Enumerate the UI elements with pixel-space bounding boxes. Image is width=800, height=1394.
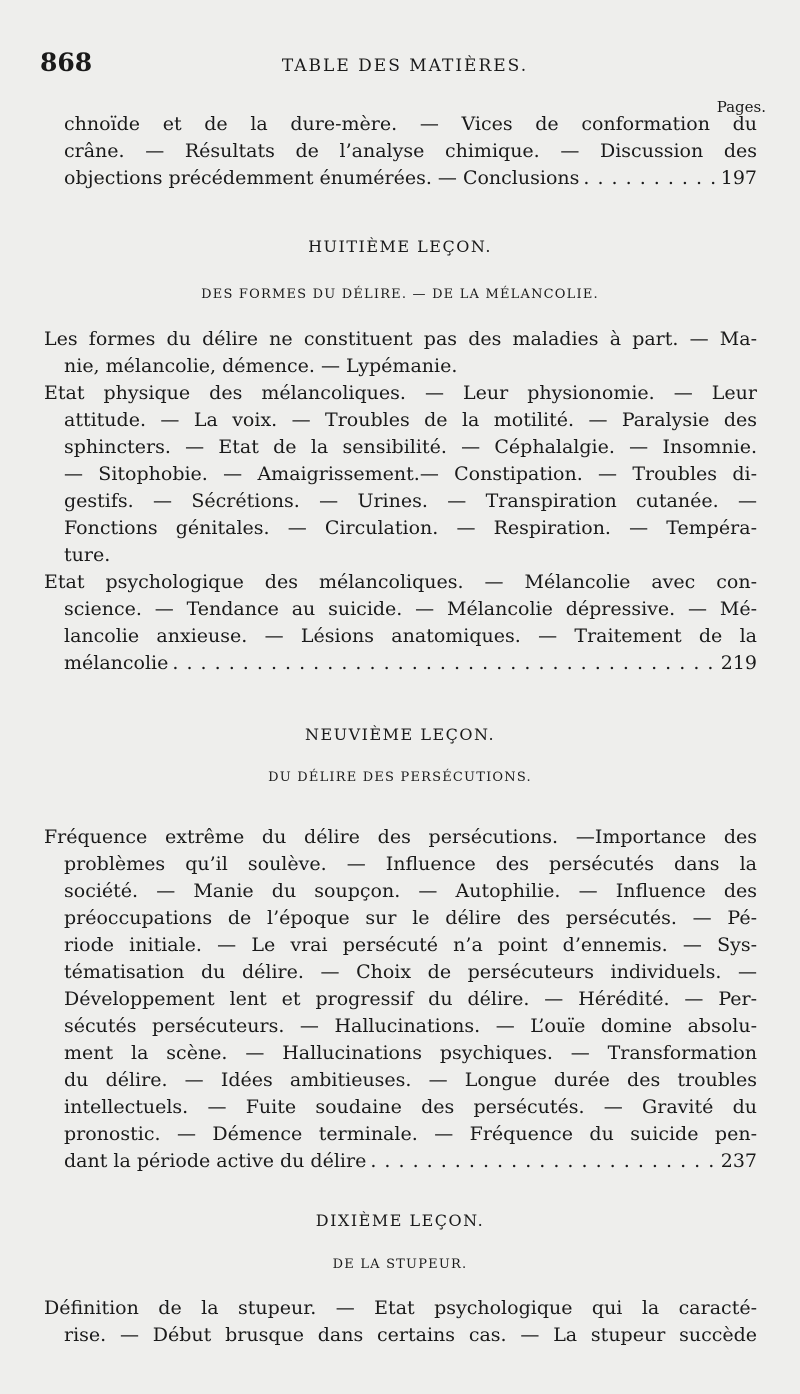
running-head — [40, 48, 760, 84]
lesson9-contents — [44, 824, 757, 1175]
entry-line: Les formes du délire ne constituent pas des maladies à part. — Ma- — [44, 328, 757, 350]
entry-line: ture. — [64, 544, 111, 566]
entry-line: Définition de la stupeur. — Etat psychologique qui la caracté- — [44, 1297, 757, 1319]
running-head-title: TABLE DES MATIÈRES. — [281, 56, 529, 76]
entry-line: gestifs. — Sécrétions. — Urines. — Transpiration cutanée. — — [64, 490, 757, 512]
entry-line: société. — Manie du soupçon. — Autophilie. — Influence des — [64, 880, 757, 902]
lesson10-contents — [44, 1295, 757, 1349]
entry-line: crâne. — Résultats de l’analyse chimique. — Discussion des — [64, 140, 757, 162]
entry-line: riode initiale. — Le vrai persécuté n’a point d’ennemis. — Sys- — [64, 934, 757, 956]
lesson-heading: DIXIÈME LEÇON. — [315, 1211, 485, 1230]
entry-line: science. — Tendance au suicide. — Mélancolie dépressive. — Mé- — [64, 598, 757, 620]
entry-line: préoccupations de l’époque sur le délire des persécutés. — Pé- — [64, 907, 757, 929]
entry-line: lancolie anxieuse. — Lésions anatomiques. — Traitement de la — [64, 625, 757, 647]
entry-line: pronostic. — Démence terminale. — Fréquence du suicide pen- — [64, 1123, 757, 1145]
page-number: 868 — [40, 48, 93, 77]
entry-line: chnoïde et de la dure-mère. — Vices de conformation du — [64, 113, 757, 135]
lesson-subheading: DE LA STUPEUR. — [332, 1257, 468, 1272]
entry-last-line: objections précédemment énumérées. — Conclusions . . . 197 — [44, 165, 757, 192]
leader-dots — [168, 650, 714, 677]
leader-dots — [579, 165, 714, 192]
entry-line: sphincters. — Etat de la sensibilité. — Céphalalgie. — Insomnie. — [64, 436, 757, 458]
entry-line: Développement lent et progressif du délire. — Hérédité. — Per- — [64, 988, 757, 1010]
page-reference: 219 — [720, 652, 757, 674]
page-reference: 237 — [720, 1150, 757, 1172]
entry-last-line: mélancolie . . . 219 — [44, 650, 757, 677]
entry-line: Etat psychologique des mélancoliques. — Mélancolie avec con- — [44, 571, 757, 593]
leader-dots — [366, 1148, 714, 1175]
entry-line: du délire. — Idées ambitieuses. — Longue durée des troubles — [64, 1069, 757, 1091]
lesson-subheading: DES FORMES DU DÉLIRE. — DE LA MÉLANCOLIE. — [201, 287, 599, 302]
entry-line: intellectuels. — Fuite soudaine des persécutés. — Gravité du — [64, 1096, 757, 1118]
entry-line: Fonctions génitales. — Circulation. — Respiration. — Tempéra- — [64, 517, 757, 539]
page-reference: 197 — [720, 167, 757, 189]
entry-line: tématisation du délire. — Choix de persécuteurs individuels. — — [64, 961, 757, 983]
lesson-heading: NEUVIÈME LEÇON. — [304, 725, 496, 744]
entry-last-line: dant la période active du délire . . . 237 — [44, 1148, 757, 1175]
entry-line: attitude. — La voix. — Troubles de la motilité. — Paralysie des — [64, 409, 757, 431]
lesson-subheading: DU DÉLIRE DES PERSÉCUTIONS. — [268, 770, 532, 785]
pages-column-label: Pages. — [716, 98, 766, 116]
lesson-heading: HUITIÈME LEÇON. — [308, 237, 492, 256]
entry-line: Fréquence extrême du délire des persécutions. —Importance des — [44, 826, 757, 848]
entry-continuation — [44, 111, 757, 192]
entry-line: problèmes qu’il soulève. — Influence des persécutés dans la — [64, 853, 757, 875]
entry-line: sécutés persécuteurs. — Hallucinations. — L’ouïe domine absolu- — [64, 1015, 757, 1037]
entry-line: Etat physique des mélancoliques. — Leur physionomie. — Leur — [44, 382, 757, 404]
lesson8-contents — [44, 326, 757, 677]
entry-line: — Sitophobie. — Amaigrissement.— Constipation. — Troubles di- — [64, 463, 757, 485]
entry-line: ment la scène. — Hallucinations psychiques. — Transformation — [64, 1042, 757, 1064]
entry-line: nie, mélancolie, démence. — Lypémanie. — [64, 355, 458, 377]
entry-line: rise. — Début brusque dans certains cas. — La stupeur succède — [64, 1324, 757, 1346]
